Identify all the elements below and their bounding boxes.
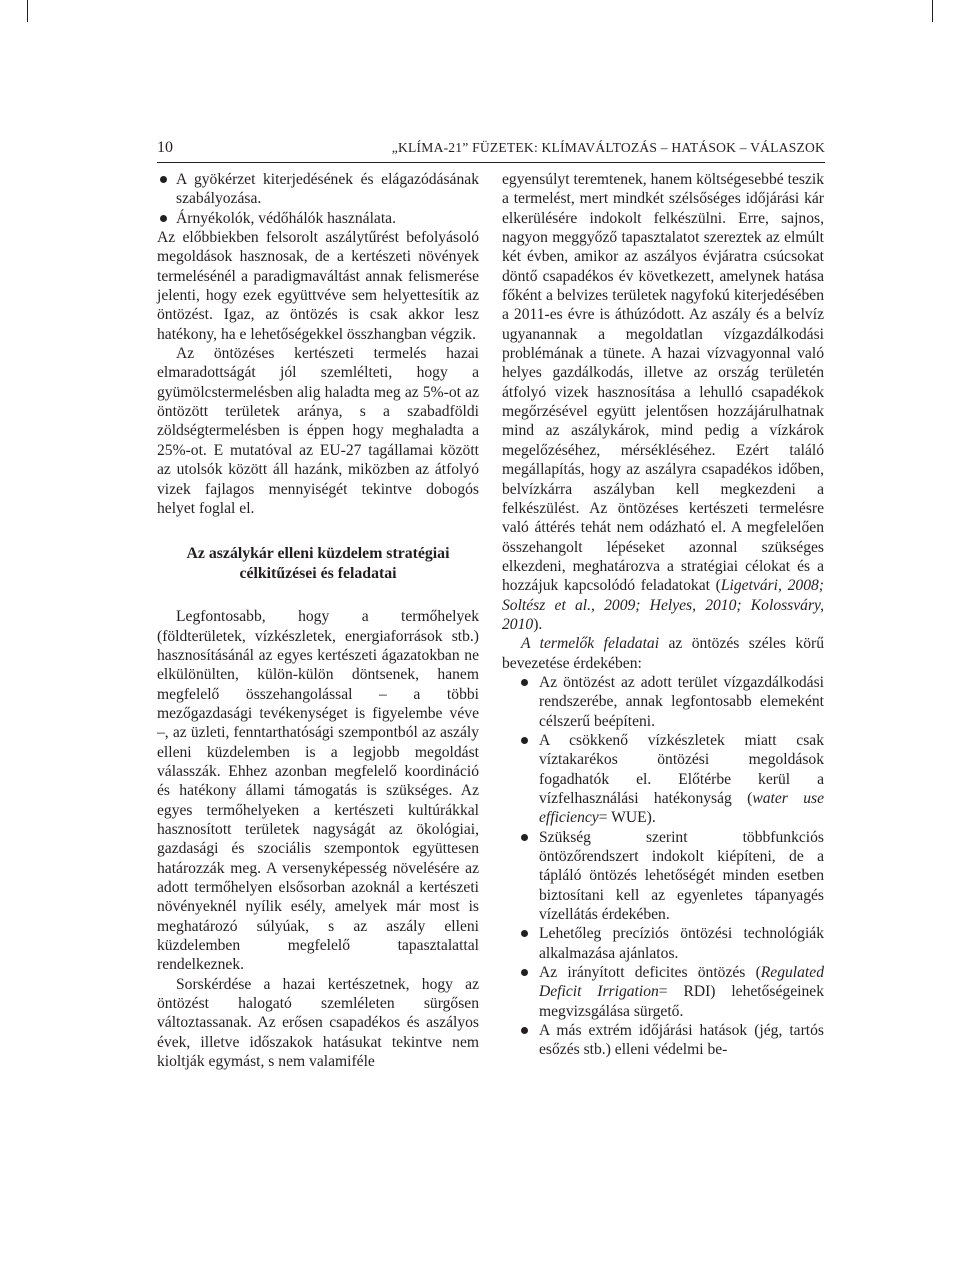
crop-mark-left	[27, 0, 28, 22]
list-item: Árnyékolók, védőhálók használata.	[157, 209, 479, 228]
bullet-icon	[521, 1027, 528, 1034]
citation: Ligetvári, 2008; Soltész et al., 2009; Helyes, 2010; Kolossváry, 2010	[502, 577, 824, 633]
list-item: Lehetőleg precíziós öntözési technológiák alkalmazása ajánlatos.	[502, 924, 824, 963]
left-bullet-list	[157, 170, 479, 228]
bullet-icon	[521, 737, 528, 744]
page-number: 10	[157, 139, 173, 156]
crop-mark-right	[932, 0, 933, 22]
paragraph: Az öntözéses kertészeti termelés hazai elmaradottságát jól szemlélteti, hogy a gyümölcstermelésben alig haladta meg az 5%-ot az öntözött területek aránya, s a szabadföldi zöldségtermelésben is éppen hogy meghaladta a 25%-ot. E mutatóval az EU-27 tagállamai között az utolsók között áll hazánk, miközben az átfolyó vizek fajlagos mennyiségét tekintve dobogós helyet foglal el.	[157, 345, 479, 517]
paragraph: Legfontosabb, hogy a termőhelyek (földterületek, vízkészletek, energiaforrások stb.) hasznosításánál az egyes kertészeti ágazatokban ne elkülönülten, külön-külön döntsenek, hanem megfelelő összehangolással – a többi mezőgazdasági tevékenységet is figyelembe véve –, az üzleti, fenntarthatósági szempontból az aszály elleni küzdelemben is a legjobb megoldást válasszák. Ehhez azonban megfelelő koordináció és hatékony állami támogatás is szükséges. Az egyes termőhelyeken a kertészeti kultúrákkal hasznosított területek nagyságát az ökológiai, gazdasági és szociális szempontok együttesen határozzák meg. A versenyképesség növelésére az adott termőhelyen elsősorban azoknál a kertészeti növényeknél nyílik esély, amelyek már most is meghatározó súlyúak, s az aszály elleni küzdelemben megfelelő tapasztalattal rendelkeznek.	[157, 608, 479, 974]
right-bullet-list	[502, 673, 824, 1060]
bullet-icon	[521, 969, 528, 976]
left-column	[157, 170, 479, 1071]
paragraph: Az előbbiekben felsorolt aszálytűrést befolyásoló megoldások hasznosak, de a kertészeti növények termelésénél a paradigmaváltást annak felismerése jelenti, hogy ezek együttvéve sem helyettesítik az öntözést. Igaz, az öntözés is csak akkor lesz hatékony, ha e lehetőségekkel összhangban végzik.	[157, 229, 479, 343]
paragraph: A termelők feladatai az öntözés széles körű bevezetése érdekében:	[502, 635, 824, 672]
running-title: „KLÍMA-21” FÜZETEK: KLÍMAVÁLTOZÁS – HATÁSOK – VÁLASZOK	[391, 140, 825, 155]
bullet-icon	[521, 834, 528, 841]
bullet-icon	[160, 215, 167, 222]
list-item: Szükség szerint többfunkciós öntözőrendszert indokolt kiépíteni, de a tápláló öntözés lehetőségét minden esetben biztosítani kell az egyenletes tápanyagés vízellátás érdekében.	[502, 828, 824, 925]
list-item: A csökkenő vízkészletek miatt csak víztakarékos öntözési megoldások fogadhatók el. Előtérbe kerül a vízfelhasználási hatékonyság (water use efficiency= WUE).	[502, 731, 824, 828]
bullet-icon	[521, 679, 528, 686]
list-item: Az öntözést az adott terület vízgazdálkodási rendszerébe, annak legfontosabb elemeként célszerű beépíteni.	[502, 673, 824, 731]
section-heading: Az aszálykár elleni küzdelem stratégiai célkitűzései és feladatai	[186, 545, 450, 582]
list-item: Az irányított deficites öntözés (Regulated Deficit Irrigation= RDI) lehetőségeinek megvizsgálása sürgető.	[502, 963, 824, 1021]
page-header	[157, 138, 825, 163]
list-item: A más extrém időjárási hatások (jég, tartós esőzés stb.) elleni védelmi be-	[502, 1021, 824, 1060]
paragraph: egyensúlyt teremtenek, hanem költségesebbé teszik a termelést, mert mindkét szélsőséges időjárási kár elkerülésére indokolt felkészülni. Erre, sajnos, nagyon meggyőző tapasztalatot szereztek az elmúlt két évben, amikor az aszályos évjáratra csúcsokat döntő csapadékos év következett, amelynek hatása főként a belvizes területek nagyfokú kiterjedésében a 2011-es évre is áthúzódott. Az aszály és a belvíz ugyanannak a megoldatlan vízgazdálkodási problémának a tünete. A hazai vízvagyonnal való helyes gazdálkodás, illetve az ország területén átfolyó vizek hasznosítása a lehulló csapadékok megőrzésével együtt jelentősen hozzájárulhatnak mind az aszálykárok, mind pedig a vízkárok megelőzéséhez, mérsékléséhez. Ezért találó megállapítás, hogy az aszályra csapadékos időben, belvízkárra aszályban kell megkezdeni a felkészülést. Az öntözéses kertészeti termelésre való áttérés tehát nem odázható el. A megfelelően összehangolt lépéseket azonnal szükséges elkezdeni, meghatározva a stratégiai célokat és a hozzájuk kapcsolódó feladatokat (Ligetvári, 2008; Soltész et al., 2009; Helyes, 2010; Kolossváry, 2010).	[502, 171, 824, 633]
paragraph: Sorskérdése a hazai kertészetnek, hogy az öntözést halogató szemléleten sürgősen változtassanak. Az erősen csapadékos és aszályos évek, illetve időszakok hatásukat tekintve nem kioltják egymást, s nem valamiféle	[157, 975, 479, 1071]
list-item: A gyökérzet kiterjedésének és elágazódásának szabályozása.	[157, 170, 479, 209]
bullet-icon	[521, 930, 528, 937]
right-column	[502, 170, 824, 1060]
bullet-icon	[160, 176, 167, 183]
